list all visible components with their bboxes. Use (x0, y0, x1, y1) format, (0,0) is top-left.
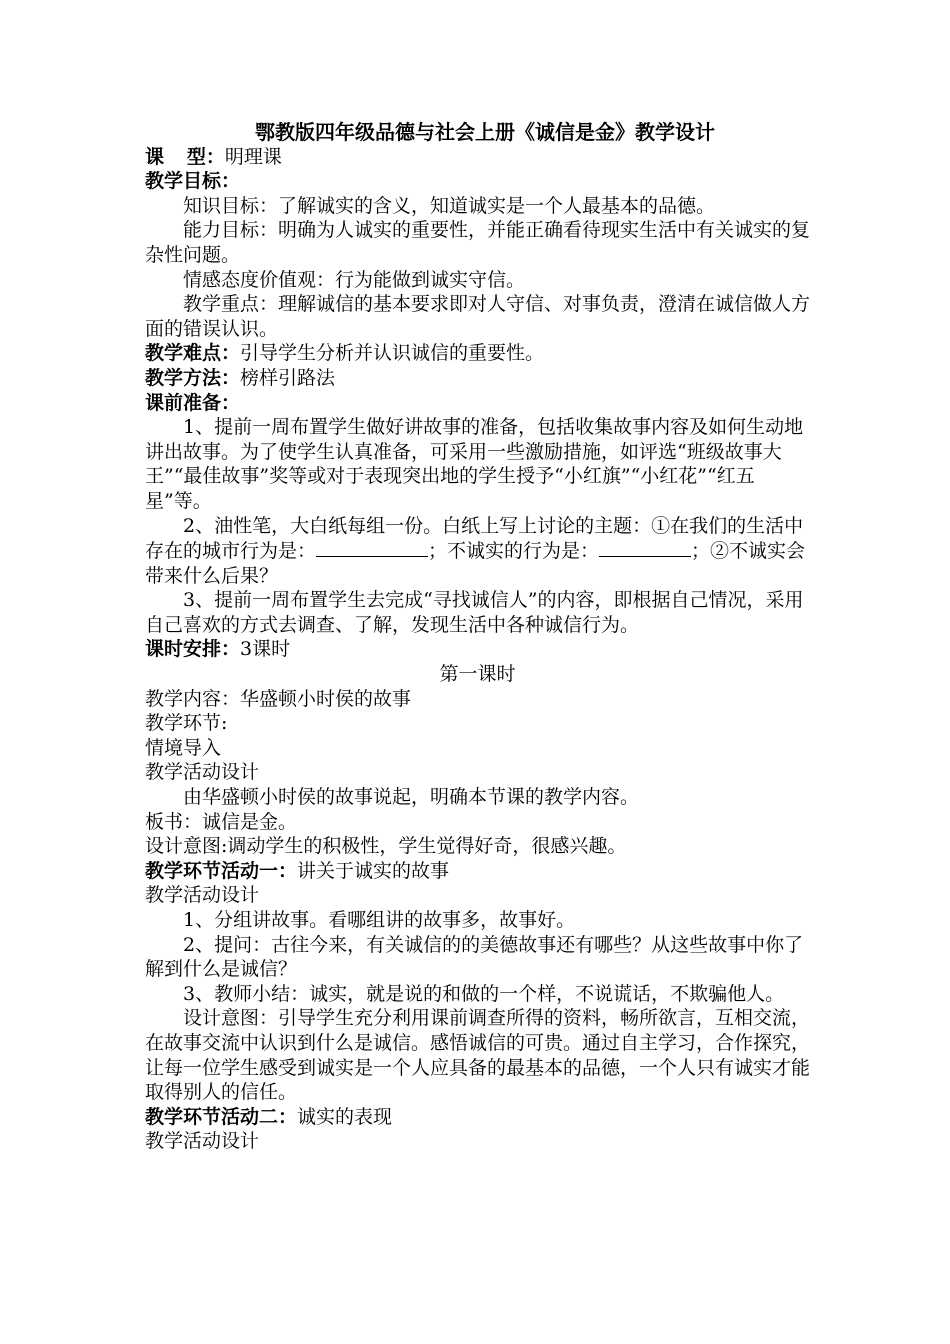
act1-intent: 设计意图：引导学生充分利用课前调查所得的资料，畅所欲言，互相交流，在故事交流中认识到什么是诚信。感悟诚信的可贵。通过自主学习，合作探究，让每一位学生感受到诚实是一个人应具备的最基本的品德，一个人只有诚实才能取得别人的信任。 (145, 1007, 811, 1104)
schedule-label: 课时安排： (145, 638, 241, 661)
objective-key-point: 教学重点：理解诚信的基本要求即对人守信、对事负责，澄清在诚信做人方面的错误认识。 (145, 293, 811, 340)
fill-blank-1 (316, 538, 428, 557)
prep-item-2-part-c: ；②不诚实会带来什么后果？ (145, 540, 806, 587)
act2-value: 诚实的表现 (297, 1105, 393, 1128)
lesson1-content: 教学内容：华盛顿小时侯的故事 (145, 687, 412, 710)
act1-label: 教学环节活动一： (145, 859, 298, 882)
objective-knowledge: 知识目标：了解诚实的含义，知道诚实是一个人最基本的品德。 (183, 194, 716, 217)
lesson1-board: 板书：诚信是金。 (145, 810, 298, 833)
lesson1-intent: 设计意图:调动学生的积极性，学生觉得好奇，很感兴趣。 (145, 835, 627, 858)
act1-design: 教学活动设计 (145, 884, 260, 907)
method-line (145, 366, 810, 391)
fill-blank-2-cont (673, 538, 691, 557)
objective-ability: 能力目标：明确为人诚实的重要性，并能正确看待现实生活中有关诚实的复杂性问题。 (145, 219, 811, 266)
act2-design: 教学活动设计 (145, 1130, 260, 1153)
method-value: 榜样引路法 (240, 366, 336, 389)
prep-item-2-part-a: 2、油性笔，大白纸每组一份。白纸上写上讨论的主题：①在我们的生活中存在的城市行为是： (145, 514, 804, 563)
lesson1-activity-design: 教学活动设计 (145, 761, 260, 784)
lesson1-intro-text: 由华盛顿小时侯的故事说起，明确本节课的教学内容。 (183, 786, 640, 809)
act1-line (145, 859, 810, 884)
act1-item-3: 3、教师小结：诚实，就是说的和做的一个样，不说谎话，不欺骗他人。 (183, 982, 785, 1005)
lesson1-heading: 第一课时 (439, 663, 516, 686)
prep-item-2 (145, 514, 810, 589)
document-title: 鄂教版四年级品德与社会上册《诚信是金》教学设计 (255, 120, 715, 144)
schedule-line (145, 637, 810, 662)
lesson1-intro: 情境导入 (145, 736, 222, 759)
method-label: 教学方法： (145, 366, 241, 389)
difficulty-label: 教学难点： (145, 342, 241, 365)
schedule-value: 3课时 (240, 638, 291, 661)
difficulty-value: 引导学生分析并认识诚信的重要性。 (240, 342, 545, 365)
act1-item-2: 2、提问：古往今来，有关诚信的的美德故事还有哪些？从这些故事中你了解到什么是诚信？ (145, 933, 804, 981)
act1-item-1: 1、分组讲故事。看哪组讲的故事多，故事好。 (183, 909, 576, 931)
act2-label: 教学环节活动二： (145, 1105, 298, 1128)
difficulty-line (145, 341, 810, 366)
act2-line (145, 1105, 810, 1130)
objectives-heading: 教学目标： (145, 170, 241, 193)
prep-item-2-part-b: ；不诚实的行为是： (428, 540, 600, 563)
objective-attitude: 情感态度价值观：行为能做到诚实守信。 (183, 268, 526, 291)
document-page (145, 120, 810, 1154)
lesson1-section: 教学环节: (145, 712, 228, 735)
lesson-type-label-b: 型： (186, 145, 225, 168)
act1-value: 讲关于诚实的故事 (297, 859, 450, 882)
prep-item-1: 1、提前一周布置学生做好讲故事的准备，包括收集故事内容及如何生动地讲出故事。为了使学生认真准备，可采用一些激励措施，如评选“班级故事大王”“最佳故事”奖等或对于表现突出地的学生授予“小红旗”“小红花”“红五星”等。 (145, 416, 804, 512)
prep-item-3: 3、提前一周布置学生去完成“寻找诚信人”的内容，即根据自己情况，采用自己喜欢的方式去调查、了解，发现生活中各种诚信行为。 (145, 589, 804, 636)
prep-heading: 课前准备： (145, 391, 241, 414)
fill-blank-2 (599, 538, 673, 557)
lesson-type-line (145, 145, 810, 170)
lesson-type-label-a: 课 (145, 145, 187, 168)
lesson-type-value: 明理课 (224, 145, 282, 168)
